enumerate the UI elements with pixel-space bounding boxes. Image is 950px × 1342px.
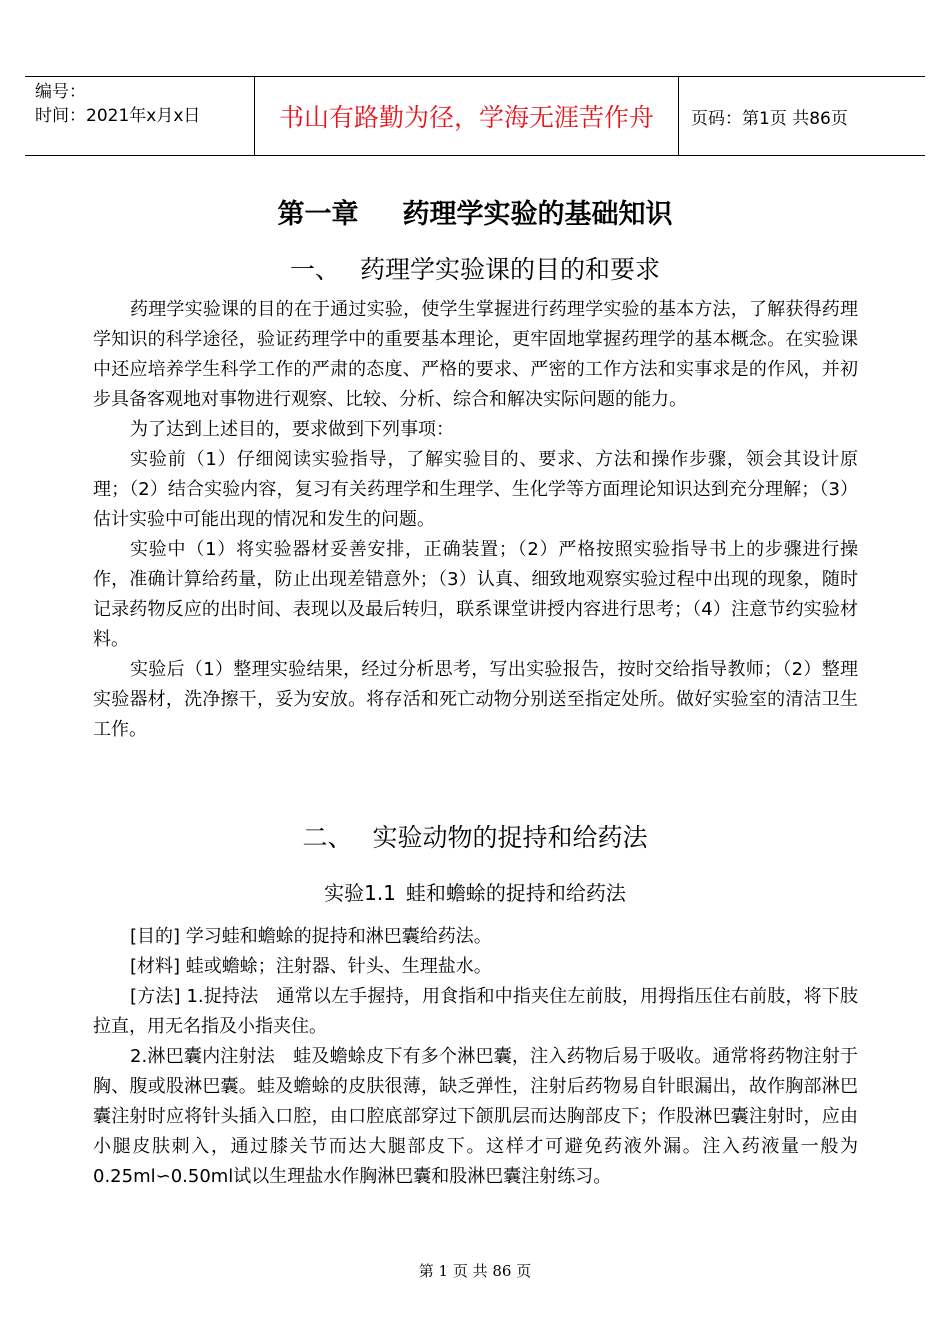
- time-label: 时间：2021年x月x日: [35, 106, 201, 126]
- experiment-title: 蛙和蟾蜍的捉持和给药法: [405, 881, 626, 905]
- motto-cell: [254, 77, 679, 155]
- page-header: [25, 76, 925, 156]
- chapter-number: 第一章: [277, 199, 359, 230]
- experiment-number: 实验1.1: [324, 881, 396, 905]
- page-info-cell: [679, 77, 925, 155]
- paragraph: 实验中（1）将实验器材妥善安排，正确装置；（2）严格按照实验指导书上的步骤进行操作，准确计算给药量，防止出现差错意外；（3）认真、细致地观察实验过程中出现的现象，随时记录药物反应的出时间、表现以及最后转归，联系课堂讲授内容进行思考；（4）注意节约实验材料。: [93, 539, 858, 650]
- section-1-body: [93, 295, 858, 745]
- chapter-title: [0, 195, 950, 235]
- experiment-heading: [0, 878, 950, 908]
- number-label: 编号：: [35, 82, 86, 102]
- paragraph: 实验后（1）整理实验结果，经过分析思考，写出实验报告，按时交给指导教师；（2）整理实验器材，洗净擦干，妥为安放。将存活和死亡动物分别送至指定处所。做好实验室的清洁卫生工作。: [93, 659, 858, 740]
- paragraph: [方法] 1.捉持法 通常以左手握持，用食指和中指夹住左前肢，用拇指压住右前肢，将下肢拉直，用无名指及小指夹住。: [93, 986, 858, 1037]
- footer-page-number: 第 1 页 共 86 页: [418, 1262, 532, 1280]
- section-1-number: 一、: [289, 255, 340, 284]
- page-info-text: 页码：第1页 共86页: [691, 108, 848, 129]
- paragraph: 为了达到上述目的，要求做到下列事项：: [130, 419, 454, 440]
- chapter-name: 药理学实验的基础知识: [402, 199, 673, 230]
- section-2-title: 实验动物的捉持和给药法: [372, 823, 648, 852]
- motto-text: 书山有路勤为径，学海无涯苦作舟: [278, 103, 654, 132]
- paragraph: 实验前（1）仔细阅读实验指导，了解实验目的、要求、方法和操作步骤，领会其设计原理；（2）结合实验内容，复习有关药理学和生理学、生化学等方面理论知识达到充分理解；（3）估计实验中可能出现的情况和发生的问题。: [93, 449, 858, 530]
- paragraph: 药理学实验课的目的在于通过实验，使学生掌握进行药理学实验的基本方法，了解获得药理学知识的科学途径，验证药理学中的重要基本理论，更牢固地掌握药理学的基本概念。在实验课中还应培养学生科学工作的严肃的态度、严格的要求、严密的工作方法和实事求是的作风，并初步具备客观地对事物进行观察、比较、分析、综合和解决实际问题的能力。: [93, 299, 858, 410]
- paragraph: 2.淋巴囊内注射法 蛙及蟾蜍皮下有多个淋巴囊，注入药物后易于吸收。通常将药物注射于胸、腹或股淋巴囊。蛙及蟾蜍的皮肤很薄，缺乏弹性，注射后药物易自针眼漏出，故作胸部淋巴囊注射时应将针头插入口腔，由口腔底部穿过下颌肌层而达胸部皮下；作股淋巴囊注射时，应由小腿皮肤刺入，通过膝关节而达大腿部皮下。这样才可避免药液外漏。注入药液量一般为0.25ml∽0.50ml试以生理盐水作胸淋巴囊和股淋巴囊注射练习。: [93, 1046, 858, 1187]
- paragraph: [材料] 蛙或蟾蜍；注射器、针头、生理盐水。: [130, 956, 492, 977]
- paragraph: [目的] 学习蛙和蟾蜍的捉持和淋巴囊给药法。: [130, 926, 492, 947]
- section-2-body: [93, 922, 858, 1192]
- section-2-number: 二、: [302, 823, 353, 852]
- section-2-heading: [0, 820, 950, 856]
- header-left-cell: [25, 77, 254, 155]
- section-1-heading: [0, 252, 950, 288]
- section-1-title: 药理学实验课的目的和要求: [360, 255, 661, 284]
- page-footer: [0, 1260, 950, 1281]
